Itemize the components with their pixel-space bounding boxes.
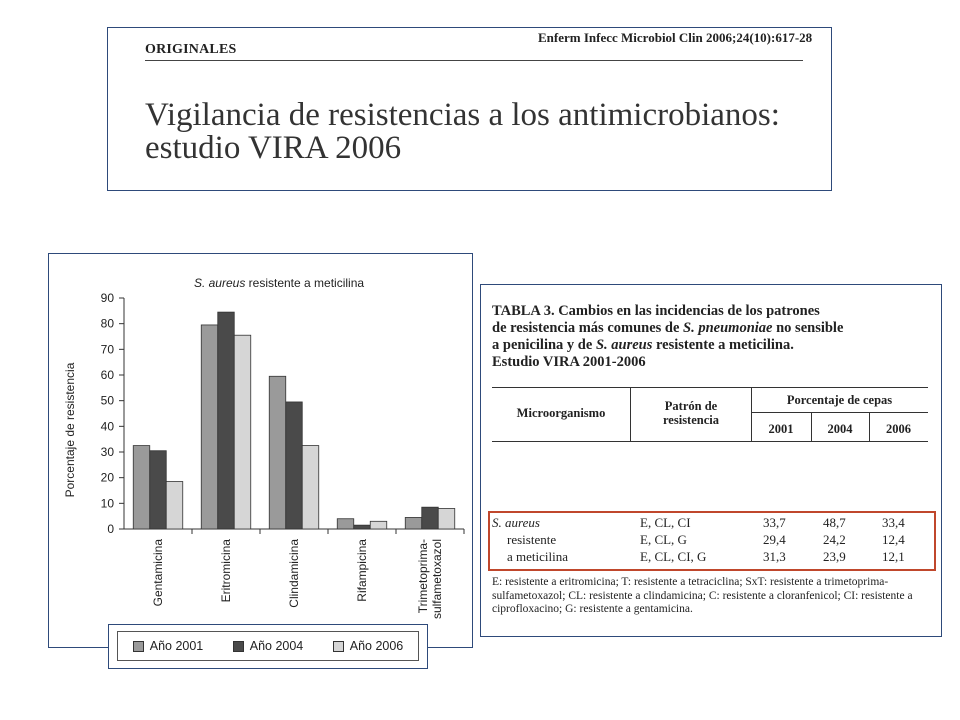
caption-species: S. pneumoniae (683, 320, 773, 336)
organism-name: resistente (507, 532, 557, 547)
legend-label: Año 2006 (349, 639, 404, 653)
x-tick-label: Clindamicina (287, 539, 301, 608)
article-header (107, 27, 832, 191)
table-top-rule (492, 387, 928, 388)
percentage-cell-2006: 12,4 (882, 532, 905, 547)
bar-gentamicina-2004 (150, 451, 167, 529)
caption-text: resistente a meticilina. (652, 337, 794, 353)
organism-name: a meticilina (507, 549, 569, 564)
table-panel (480, 284, 942, 637)
resistance-pattern-cell: E, CL, CI, G (640, 549, 707, 564)
col-header-organism: Microorganismo (516, 406, 606, 420)
article-title-line-2: estudio VIRA 2006 (145, 130, 402, 166)
caption-text: a penicilina y de (492, 337, 596, 353)
percentage-cell-2001: 29,4 (763, 532, 786, 547)
journal-citation: Enferm Infecc Microbiol Clin 2006;24(10):617-28 (538, 30, 813, 45)
x-tick-label: sulfametoxazol (430, 539, 444, 620)
col-header-2004: 2004 (827, 422, 853, 436)
col-divider (630, 387, 631, 441)
article-title (145, 99, 825, 165)
legend-item (133, 639, 204, 653)
legend-item (233, 639, 304, 653)
y-tick-label: 80 (100, 316, 114, 331)
resistance-pattern-cell: E, CL, CI (640, 515, 691, 530)
caption-line-2 (492, 320, 843, 337)
bar-eritromicina-2001 (201, 325, 218, 529)
legend-swatch (133, 641, 144, 652)
x-tick-label: Gentamicina (151, 539, 165, 607)
chart-title-rest: resistente a meticilina (245, 276, 365, 290)
resistance-pattern-cell: E, CL, G (640, 532, 687, 547)
bar-gentamicina-2001 (133, 446, 150, 529)
percentage-cell-2004: 48,7 (823, 515, 846, 530)
bar-clindamicina-2006 (302, 446, 319, 529)
organism-name (492, 515, 540, 531)
caption-line-4: Estudio VIRA 2001-2006 (492, 354, 646, 370)
x-tick-label: Rifampicina (355, 539, 369, 602)
legend-label: Año 2001 (149, 639, 204, 653)
bar-rifampicina-2006 (370, 521, 387, 529)
caption-text: no sensible (772, 320, 844, 336)
chart-panel (48, 253, 473, 648)
caption-species: S. aureus (595, 337, 653, 353)
chart-legend (108, 624, 428, 669)
bar-trimetoprima-2004 (422, 507, 439, 529)
table-header-bottom-rule (492, 441, 928, 442)
organism-species: S. aureus (492, 515, 540, 530)
table-subheader-rule (751, 412, 928, 413)
legend-item (333, 639, 404, 653)
percentage-cell-2001: 33,7 (763, 515, 786, 530)
col-header-pattern: Patrón de resistencia (662, 399, 719, 427)
caption-line-3 (492, 337, 843, 354)
caption-line-1: TABLA 3. Cambios en las incidencias de los patrones (492, 303, 820, 319)
y-tick-label: 50 (100, 393, 114, 408)
chart-title-italic: S. aureus (193, 276, 246, 290)
bar-clindamicina-2001 (269, 376, 286, 529)
y-tick-label: 0 (107, 522, 114, 536)
legend-frame (117, 631, 419, 661)
section-label: ORIGINALES (145, 42, 237, 57)
y-tick-label: 30 (100, 445, 114, 459)
percentage-cell-2004: 24,2 (823, 532, 846, 547)
col-header-percentage: Porcentaje de cepas (786, 393, 893, 407)
bar-eritromicina-2004 (218, 312, 235, 529)
col-header-2006: 2006 (886, 422, 911, 436)
percentage-cell-2006: 33,4 (882, 515, 905, 530)
bar-chart (49, 254, 474, 649)
article-title-line-1: Vigilancia de resistencias a los antimicrobianos: (145, 97, 780, 133)
bar-gentamicina-2006 (166, 482, 183, 529)
bar-eritromicina-2006 (234, 335, 251, 529)
y-tick-label: 70 (100, 342, 114, 357)
legend-label: Año 2004 (249, 639, 304, 653)
y-tick-label: 20 (100, 470, 114, 485)
legend-swatch (333, 641, 344, 652)
legend-swatch (233, 641, 244, 652)
percentage-cell-2006: 12,1 (882, 549, 905, 564)
bar-rifampicina-2004 (354, 525, 371, 529)
header-divider (145, 60, 803, 61)
table-caption (492, 303, 843, 371)
bar-trimetoprima-2006 (438, 508, 455, 529)
bar-clindamicina-2004 (286, 402, 303, 529)
percentage-cell-2001: 31,3 (763, 549, 786, 564)
x-tick-label: Eritromicina (219, 539, 233, 603)
y-tick-label: 10 (100, 496, 114, 511)
bar-rifampicina-2001 (337, 519, 354, 529)
table-footnote: E: resistente a eritromicina; T: resistente a tetraciclina; SxT: resistente a trimetoprima-sulfametoxazol; CL: resistente a clindamicina; C: resistente a cloranfenicol; CI: resistente a ciprofloxacino; G: resistente a gentamicina. (492, 576, 913, 615)
chart-title (194, 276, 364, 290)
caption-text: de resistencia más comunes de (492, 320, 684, 336)
percentage-cell-2004: 23,9 (823, 549, 846, 564)
y-tick-label: 90 (100, 291, 114, 305)
y-tick-label: 40 (100, 419, 114, 434)
col-header-2001: 2001 (768, 422, 794, 436)
y-axis-label: Porcentaje de resistencia (63, 362, 77, 498)
bar-trimetoprima-2001 (405, 517, 422, 529)
y-tick-label: 60 (100, 368, 114, 382)
x-tick-label: Trimetoprima- (416, 539, 430, 614)
